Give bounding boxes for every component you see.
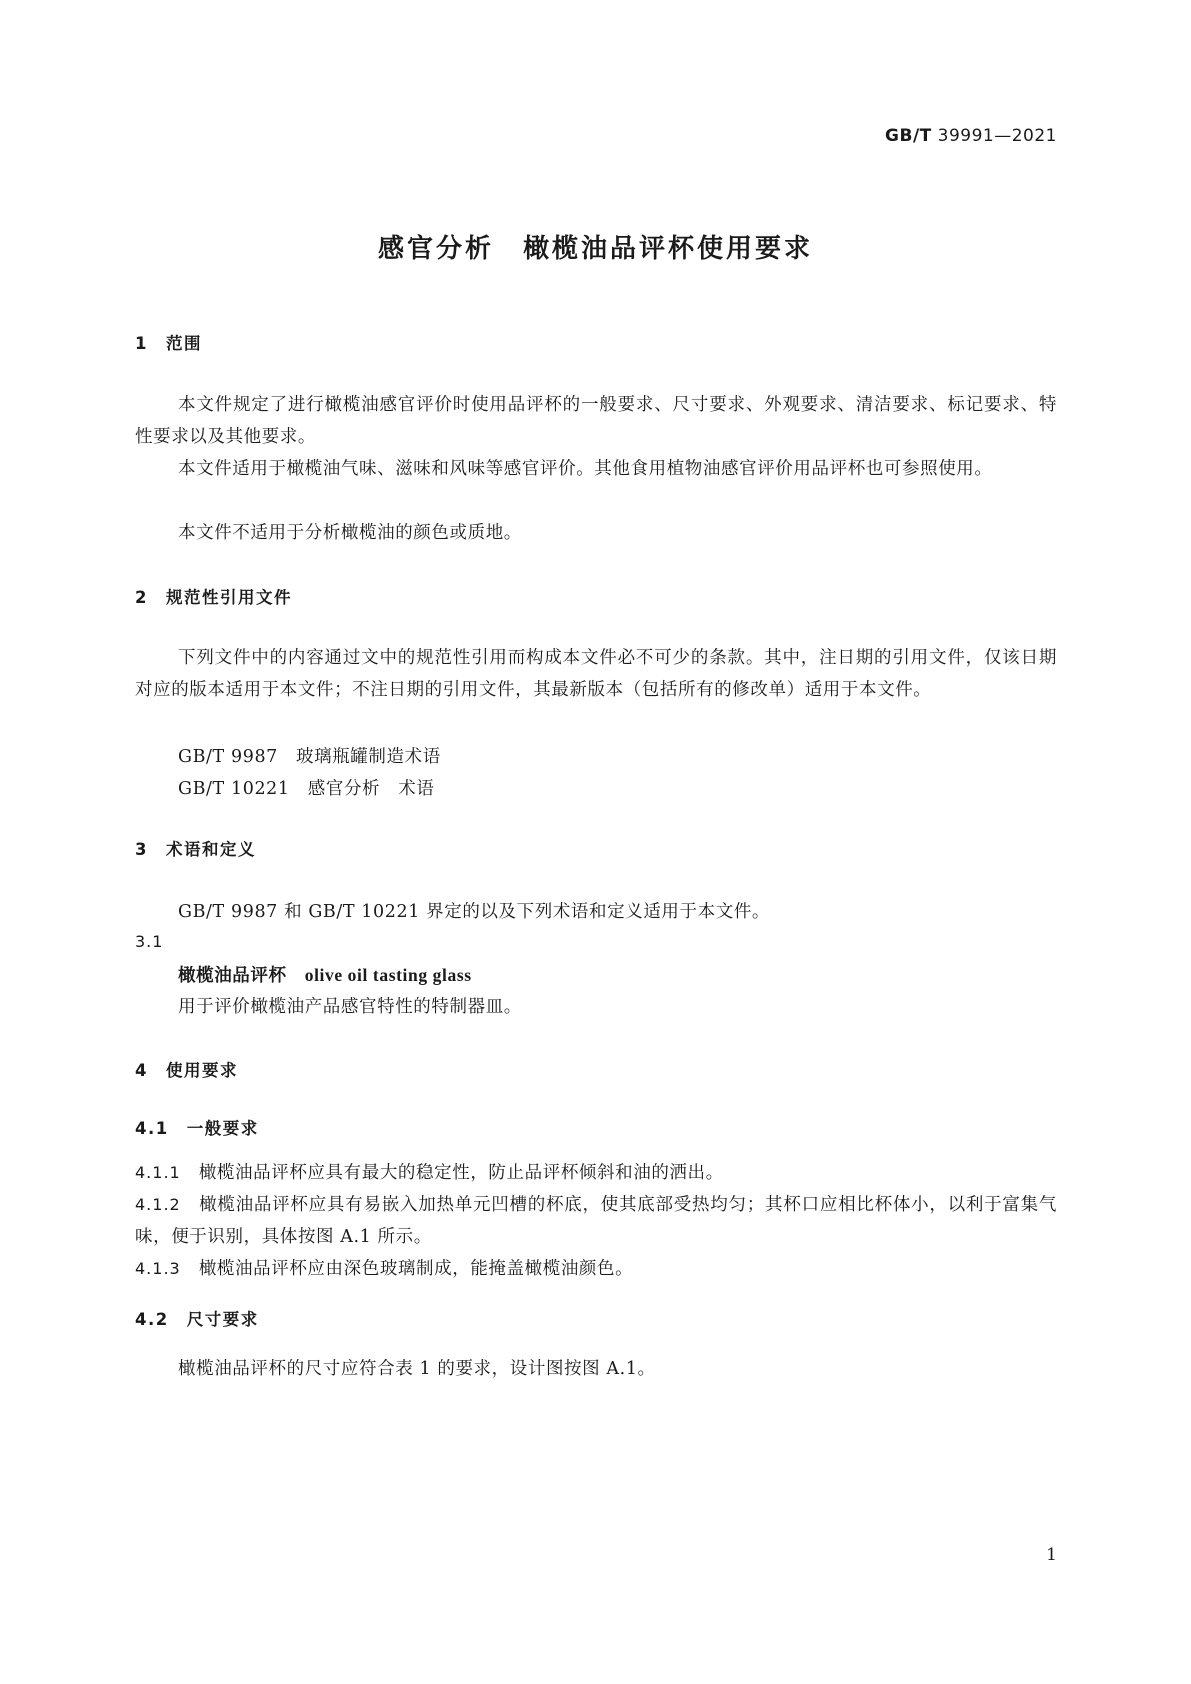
standard-code xyxy=(700,126,1057,146)
section-1-heading: 1 范围 xyxy=(135,334,202,353)
clause-4-1-3-number: 4.1.3 xyxy=(135,1259,181,1278)
clause-4-1-3-text: 橄榄油品评杯应由深色玻璃制成，能掩盖橄榄油颜色。 xyxy=(198,1259,634,1279)
clause-4-1-1 xyxy=(135,1157,1057,1189)
clause-4-1-2 xyxy=(135,1189,1057,1253)
standard-code-prefix: GB/T xyxy=(885,126,932,146)
term-number: 3.1 xyxy=(135,932,164,951)
section-2-heading: 2 规范性引用文件 xyxy=(135,588,292,607)
term-english: olive oil tasting glass xyxy=(304,965,472,985)
section-3-heading: 3 术语和定义 xyxy=(135,840,256,859)
section-2-paragraph-1: 下列文件中的内容通过文中的规范性引用而构成本文件必不可少的条款。其中，注日期的引用文件，仅该日期对应的版本适用于本文件；不注日期的引用文件，其最新版本（包括所有的修改单）适用于本文件。 xyxy=(135,648,1057,700)
reference-gbt-9987: GB/T 9987 玻璃瓶罐制造术语 xyxy=(178,747,441,767)
section-4-heading: 4 使用要求 xyxy=(135,1061,238,1080)
page-number: 1 xyxy=(1046,1545,1057,1565)
section-1-paragraph-3: 本文件不适用于分析橄榄油的颜色或质地。 xyxy=(178,523,522,543)
term-definition: 用于评价橄榄油产品感官特性的特制器皿。 xyxy=(178,997,522,1017)
clause-4-1-2-number: 4.1.2 xyxy=(135,1195,181,1214)
section-1-paragraph-1: 本文件规定了进行橄榄油感官评价时使用品评杯的一般要求、尺寸要求、外观要求、清洁要求、标记要求、特性要求以及其他要求。 xyxy=(135,395,1057,447)
section-3-paragraph-1: GB/T 9987 和 GB/T 10221 界定的以及下列术语和定义适用于本文件。 xyxy=(178,902,771,922)
term-chinese: 橄榄油品评杯 xyxy=(178,966,287,986)
document-title: 感官分析 橄榄油品评杯使用要求 xyxy=(377,234,813,264)
clause-4-1-1-text: 橄榄油品评杯应具有最大的稳定性，防止品评杯倾斜和油的洒出。 xyxy=(198,1163,724,1183)
clause-4-1-1-number: 4.1.1 xyxy=(135,1163,181,1182)
section-1-paragraph-2: 本文件适用于橄榄油气味、滋味和风味等感官评价。其他食用植物油感官评价用品评杯也可参照使用。 xyxy=(178,459,993,479)
clause-4-1-2-text: 橄榄油品评杯应具有易嵌入加热单元凹槽的杯底，使其底部受热均匀；其杯口应相比杯体小，以利于富集气味，便于识别，具体按图 A.1 所示。 xyxy=(135,1195,1057,1247)
standard-code-number: 39991—2021 xyxy=(931,126,1057,146)
term-entry xyxy=(178,962,472,987)
reference-gbt-10221: GB/T 10221 感官分析 术语 xyxy=(178,779,435,799)
section-4-2-heading: 4.2 尺寸要求 xyxy=(135,1310,259,1329)
section-4-2-paragraph-1: 橄榄油品评杯的尺寸应符合表 1 的要求，设计图按图 A.1。 xyxy=(178,1359,656,1379)
section-4-1-heading: 4.1 一般要求 xyxy=(135,1119,259,1138)
clause-4-1-3 xyxy=(135,1253,1057,1285)
